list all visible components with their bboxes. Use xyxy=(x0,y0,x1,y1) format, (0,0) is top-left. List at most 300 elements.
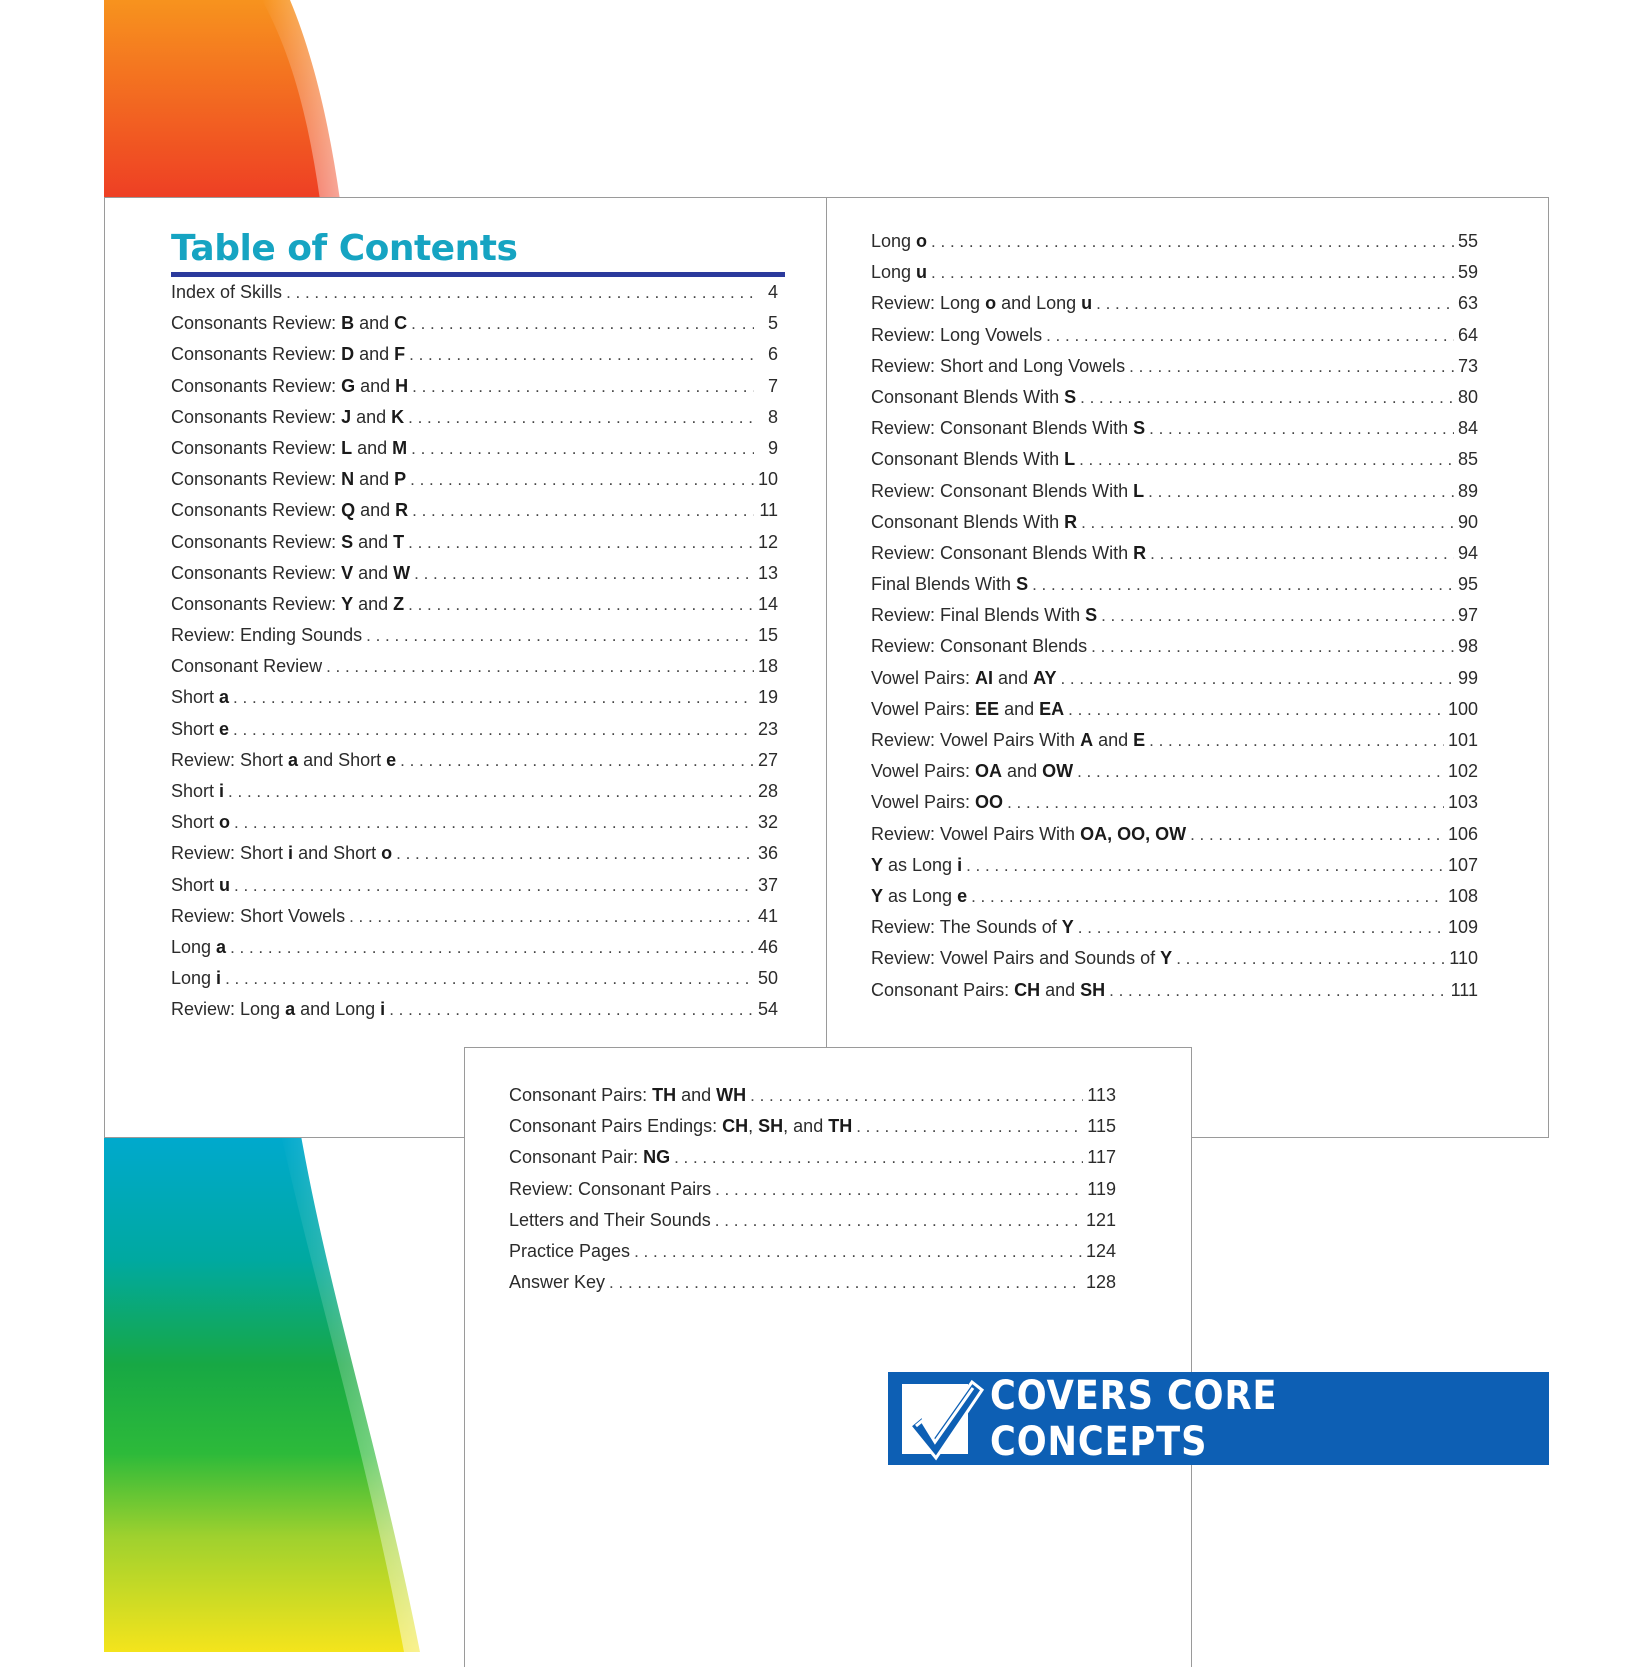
toc-entry-label-bold: R xyxy=(395,500,409,521)
toc-entry-label-text: and xyxy=(1002,761,1043,782)
toc-entry-label-text: Consonants Review: xyxy=(171,469,342,490)
toc-entry-label-bold: o xyxy=(381,843,393,864)
toc-dot-leader xyxy=(674,1148,1083,1168)
toc-entry-label-text: and xyxy=(354,313,395,334)
toc-dot-leader xyxy=(409,345,754,365)
toc-entry-label-text: Review: The Sounds of xyxy=(871,917,1062,938)
toc-entry-label-bold: S xyxy=(341,531,354,552)
toc-entry-page-number: 7 xyxy=(767,375,778,396)
toc-entry-page-number: 73 xyxy=(1457,355,1478,376)
toc-entry-label xyxy=(171,313,407,334)
toc-entry xyxy=(171,906,778,937)
toc-entry-page-number: 11 xyxy=(759,500,778,521)
toc-entry-label-bold: u xyxy=(916,262,928,283)
toc-entry-label-bold: i xyxy=(219,781,225,801)
toc-entry xyxy=(871,855,1478,886)
toc-entry xyxy=(871,636,1478,667)
toc-entry-label-text: Review: Short and Long Vowels xyxy=(871,355,1126,376)
toc-entry-page-number: 99 xyxy=(1457,667,1478,688)
toc-entry-label-bold: AY xyxy=(1033,667,1057,688)
toc-entry-label-bold: D xyxy=(341,344,355,365)
toc-dot-leader xyxy=(1007,793,1444,813)
toc-entry-label xyxy=(871,387,1076,408)
toc-entry-label-bold: a xyxy=(216,936,227,957)
toc-entry-label-text: Vowel Pairs: xyxy=(871,761,976,782)
toc-entry xyxy=(509,1147,1116,1178)
toc-entry xyxy=(871,792,1478,823)
toc-entry-label-bold: T xyxy=(393,531,405,552)
toc-entry-label-text: Review: Final Blends With xyxy=(871,605,1086,626)
toc-entry-page-number: 124 xyxy=(1085,1240,1116,1261)
toc-entry-label xyxy=(171,500,408,521)
toc-entry-label-bold: R xyxy=(1133,542,1147,563)
toc-dot-leader xyxy=(1096,294,1454,314)
toc-entry-label-text: and xyxy=(353,562,394,583)
toc-entry-label-text: and xyxy=(351,406,392,427)
toc-entry-label-bold: Y xyxy=(871,854,884,875)
toc-entry xyxy=(171,438,778,469)
toc-entry-page-number: 108 xyxy=(1447,885,1478,906)
toc-entry-label xyxy=(171,999,385,1020)
toc-entry-label xyxy=(171,625,362,646)
toc-entry-label xyxy=(871,855,962,876)
toc-dot-leader xyxy=(412,501,754,521)
toc-dot-leader xyxy=(1077,762,1444,782)
checkmark-box-icon xyxy=(902,1384,968,1454)
toc-entry xyxy=(171,469,778,500)
toc-entry-label-bold: SH xyxy=(1080,979,1106,1000)
toc-entry-label-bold: OA, OO, OW xyxy=(1080,823,1187,844)
bottom-page xyxy=(464,1047,1192,1667)
toc-entry-page-number: 128 xyxy=(1085,1272,1116,1293)
toc-dot-leader xyxy=(408,595,754,615)
toc-dot-leader xyxy=(230,938,754,958)
toc-entry-label xyxy=(509,1116,852,1137)
toc-entry-label-text: Consonants Review: xyxy=(171,375,342,396)
toc-entry-label-text: Review: Short Vowels xyxy=(171,905,346,926)
toc-dot-leader xyxy=(408,533,754,553)
toc-entry-label-bold: E xyxy=(1133,730,1146,750)
toc-entry xyxy=(171,500,778,531)
toc-entry-label xyxy=(171,438,407,459)
toc-dot-leader xyxy=(286,283,754,303)
toc-entry-label xyxy=(171,563,410,584)
toc-entry-label-bold: e xyxy=(219,718,230,739)
toc-entry-label xyxy=(871,512,1077,533)
toc-entry xyxy=(871,387,1478,418)
toc-entry-label xyxy=(171,875,230,896)
toc-entry-label-text: , xyxy=(748,1116,759,1137)
toc-entry-label-text: Vowel Pairs: xyxy=(871,698,976,719)
toc-entry xyxy=(871,668,1478,699)
toc-entry-label-text: Consonant Review xyxy=(171,656,323,677)
toc-entry xyxy=(871,449,1478,480)
toc-entry-label-bold: OA xyxy=(975,761,1003,782)
toc-entry-page-number: 54 xyxy=(757,999,778,1020)
toc-entry xyxy=(871,418,1478,449)
toc-entry-page-number: 55 xyxy=(1457,231,1478,251)
toc-entry-label-bold: K xyxy=(391,406,405,427)
toc-entry-label-text: and xyxy=(355,500,396,521)
toc-entry-label-bold: EA xyxy=(1039,698,1065,719)
toc-entry xyxy=(509,1210,1116,1241)
toc-entry-label xyxy=(871,481,1144,502)
toc-entry-label xyxy=(871,761,1073,782)
toc-entry xyxy=(509,1272,1116,1303)
toc-dot-leader xyxy=(411,439,754,459)
toc-entry-label-bold: o xyxy=(219,812,231,833)
toc-entry-label-bold: AI xyxy=(975,667,994,688)
toc-entry-label-text: and Short xyxy=(298,749,387,770)
toc-entry-label-text: Review: Vowel Pairs and Sounds of xyxy=(871,948,1161,969)
toc-entry xyxy=(509,1179,1116,1210)
toc-entry-page-number: 89 xyxy=(1457,480,1478,501)
toc-entry-page-number: 63 xyxy=(1457,293,1478,314)
toc-entry-label-text: Long xyxy=(871,231,917,251)
toc-entry-label xyxy=(871,293,1092,314)
toc-entry-label-text: Letters and Their Sounds xyxy=(509,1209,711,1230)
toc-list-right xyxy=(871,231,1478,1011)
toc-dot-leader xyxy=(1046,326,1454,346)
toc-entry-label-text: Consonant Pairs: xyxy=(509,1085,653,1105)
toc-entry xyxy=(171,812,778,843)
toc-entry-page-number: 109 xyxy=(1447,917,1478,938)
toc-dot-leader xyxy=(1078,918,1444,938)
toc-entry-label-bold: o xyxy=(985,293,997,314)
toc-entry-label xyxy=(509,1241,630,1262)
toc-dot-leader xyxy=(411,314,754,334)
toc-entry xyxy=(171,750,778,781)
toc-entry-label xyxy=(871,886,967,907)
toc-entry-label-bold: M xyxy=(392,437,408,458)
toc-list-left xyxy=(171,282,778,1031)
toc-entry-label xyxy=(171,594,404,615)
toc-entry-label-text: Review: Consonant Blends With xyxy=(871,480,1134,501)
toc-entry-label-text: and Short xyxy=(293,843,382,864)
toc-entry-page-number: 115 xyxy=(1087,1116,1116,1137)
toc-entry-label-text: Consonants Review: xyxy=(171,437,342,458)
toc-entry xyxy=(871,605,1478,636)
toc-entry-label-bold: Q xyxy=(341,500,356,521)
toc-dot-leader xyxy=(1068,700,1444,720)
toc-entry-label-text: Answer Key xyxy=(509,1272,606,1293)
toc-dot-leader xyxy=(1176,949,1445,969)
toc-entry-label-text: Review: Short xyxy=(171,843,289,864)
toc-entry-label xyxy=(171,532,404,553)
toc-entry-label-text: and xyxy=(352,437,393,458)
toc-entry-page-number: 37 xyxy=(757,874,778,895)
toc-entry-label-text: as Long xyxy=(883,885,958,906)
toc-dot-leader xyxy=(750,1086,1083,1106)
toc-entry-page-number: 4 xyxy=(767,282,778,302)
toc-entry xyxy=(871,293,1478,324)
toc-entry-label-bold: L xyxy=(341,437,353,458)
toc-entry-label-bold: Y xyxy=(871,885,884,906)
toc-dot-leader xyxy=(1149,419,1454,439)
toc-entry-label xyxy=(871,636,1087,657)
toc-dot-leader xyxy=(326,657,754,677)
toc-dot-leader xyxy=(966,856,1444,876)
toc-entry-label xyxy=(171,282,282,303)
toc-entry xyxy=(171,719,778,750)
toc-dot-leader xyxy=(228,782,754,802)
toc-dot-leader xyxy=(1081,513,1454,533)
toc-entry-label-text: Review: Consonant Blends With xyxy=(871,418,1134,439)
toc-entry xyxy=(871,980,1478,1011)
toc-list-bottom xyxy=(509,1085,1116,1303)
toc-entry-label-bold: S xyxy=(1064,386,1077,407)
toc-entry-label xyxy=(171,407,404,428)
toc-entry-label xyxy=(871,262,927,283)
toc-entry-page-number: 27 xyxy=(757,749,778,770)
toc-entry-label xyxy=(871,980,1105,1001)
toc-entry xyxy=(871,356,1478,387)
toc-entry-page-number: 94 xyxy=(1457,542,1478,563)
toc-entry-page-number: 10 xyxy=(757,469,778,490)
toc-dot-leader xyxy=(1060,669,1454,689)
toc-entry-page-number: 15 xyxy=(757,625,778,646)
toc-dot-leader xyxy=(1080,388,1454,408)
toc-entry-label-text: Short xyxy=(171,687,220,708)
toc-entry-label xyxy=(871,792,1003,813)
toc-entry-label xyxy=(509,1179,711,1200)
toc-entry xyxy=(171,968,778,999)
toc-dot-leader xyxy=(234,813,754,833)
toc-entry-label-bold: C xyxy=(394,313,408,334)
toc-entry-label-bold: F xyxy=(394,344,406,365)
toc-entry-label-text: Review: Long Vowels xyxy=(871,324,1043,345)
toc-entry xyxy=(509,1085,1116,1116)
toc-entry-page-number: 100 xyxy=(1447,698,1478,719)
toc-entry-label xyxy=(871,325,1042,346)
toc-dot-leader xyxy=(233,720,754,740)
left-page xyxy=(104,197,827,1138)
toc-entry-label-text: and xyxy=(676,1085,717,1105)
toc-entry-label-bold: Y xyxy=(1061,917,1074,938)
toc-entry xyxy=(871,481,1478,512)
toc-dot-leader xyxy=(931,263,1454,283)
toc-entry xyxy=(871,699,1478,730)
toc-dot-leader xyxy=(234,876,754,896)
toc-entry-label-bold: CH xyxy=(1014,979,1041,1000)
toc-entry-page-number: 97 xyxy=(1457,605,1478,626)
toc-entry-label xyxy=(871,605,1097,626)
toc-entry-page-number: 50 xyxy=(757,968,778,989)
toc-dot-leader xyxy=(971,887,1444,907)
toc-entry-label xyxy=(871,543,1146,564)
toc-entry-label-text: Short xyxy=(171,812,220,833)
toc-entry-label-bold: TH xyxy=(652,1085,677,1105)
toc-entry-label xyxy=(171,968,221,989)
toc-dot-leader xyxy=(349,907,754,927)
toc-entry-label xyxy=(171,937,226,958)
toc-dot-leader xyxy=(715,1180,1083,1200)
toc-entry-page-number: 107 xyxy=(1447,854,1478,875)
toc-entry-page-number: 14 xyxy=(757,593,778,614)
toc-dot-leader xyxy=(1149,731,1444,751)
toc-entry-page-number: 6 xyxy=(767,344,778,365)
toc-entry-label-bold: Z xyxy=(393,593,405,614)
toc-entry-label xyxy=(171,812,230,833)
toc-entry-label-text: and xyxy=(1040,979,1081,1000)
toc-entry xyxy=(871,730,1478,761)
toc-entry-page-number: 18 xyxy=(757,656,778,677)
toc-entry xyxy=(171,875,778,906)
toc-entry xyxy=(171,999,778,1030)
toc-entry-label xyxy=(871,917,1074,938)
toc-entry-label-text: Review: Long xyxy=(171,999,286,1020)
toc-entry-label-text: Consonants Review: xyxy=(171,313,342,334)
toc-entry xyxy=(171,563,778,594)
toc-entry-label xyxy=(171,376,408,397)
title-underline xyxy=(171,272,785,277)
toc-entry-label-text: Review: Vowel Pairs With xyxy=(871,730,1081,750)
toc-entry-label xyxy=(509,1272,605,1293)
toc-entry-label-text: Practice Pages xyxy=(509,1240,631,1261)
toc-entry-label-text: Consonants Review: xyxy=(171,406,342,427)
toc-entry-label-bold: L xyxy=(1064,449,1076,470)
toc-entry-label xyxy=(509,1210,711,1231)
toc-entry-page-number: 32 xyxy=(757,812,778,833)
toc-entry-label-text: Consonants Review: xyxy=(171,500,342,521)
toc-entry-label-bold: S xyxy=(1016,574,1029,595)
toc-entry-label-text: Consonant Blends With xyxy=(871,386,1065,407)
toc-entry-label-text: Review: Consonant Blends xyxy=(871,636,1088,657)
toc-entry-label xyxy=(171,781,224,802)
toc-entry-label-bold: e xyxy=(957,885,968,906)
toc-entry-label-bold: H xyxy=(395,375,409,396)
toc-entry-label-bold: i xyxy=(288,843,294,864)
toc-entry-page-number: 106 xyxy=(1447,823,1478,844)
toc-entry-label-bold: i xyxy=(380,999,386,1020)
toc-entry-label xyxy=(871,418,1145,439)
toc-entry xyxy=(171,407,778,438)
toc-entry-page-number: 98 xyxy=(1457,636,1478,657)
toc-entry-label-text: Index of Skills xyxy=(171,282,283,302)
toc-dot-leader xyxy=(856,1117,1083,1137)
toc-entry-label xyxy=(871,948,1172,969)
toc-entry-label-text: as Long xyxy=(883,854,958,875)
toc-entry-label-text: Short xyxy=(171,874,220,895)
toc-entry-label xyxy=(871,449,1075,470)
toc-entry-page-number: 80 xyxy=(1457,386,1478,407)
toc-dot-leader xyxy=(414,564,754,584)
toc-entry-label-text: Short xyxy=(171,718,220,739)
right-page xyxy=(826,197,1549,1138)
toc-entry-page-number: 8 xyxy=(767,406,778,427)
toc-entry-label-text: Long xyxy=(871,262,917,283)
toc-entry-label-text: and xyxy=(1093,730,1134,750)
toc-entry xyxy=(871,917,1478,948)
toc-dot-leader xyxy=(609,1273,1082,1293)
toc-entry-label-text: and xyxy=(354,344,395,365)
toc-entry-label-bold: S xyxy=(1133,418,1146,439)
toc-entry-label-text: Consonant Pairs: xyxy=(871,979,1015,1000)
toc-entry-label-bold: OW xyxy=(1042,761,1074,782)
toc-entry-label-text: Consonants Review: xyxy=(171,531,342,552)
toc-entry-label-bold: a xyxy=(285,999,296,1020)
toc-entry-label-text: Review: Short xyxy=(171,749,289,770)
toc-entry-label-bold: a xyxy=(219,687,230,708)
toc-dot-leader xyxy=(931,232,1454,252)
toc-entry-page-number: 12 xyxy=(757,531,778,552)
toc-entry xyxy=(171,781,778,812)
toc-entry-page-number: 36 xyxy=(757,843,778,864)
toc-entry-label-text: and Long xyxy=(295,999,381,1020)
toc-entry-label xyxy=(871,699,1064,720)
toc-entry-label-bold: G xyxy=(341,375,356,396)
toc-entry-label-bold: CH xyxy=(722,1116,749,1137)
toc-entry-label-bold: e xyxy=(386,749,397,770)
toc-entry-label-bold: a xyxy=(288,749,299,770)
toc-dot-leader xyxy=(233,688,754,708)
toc-entry xyxy=(871,948,1478,979)
toc-entry-label-text: and xyxy=(993,667,1034,688)
toc-entry xyxy=(171,625,778,656)
toc-entry-label-text: , and xyxy=(783,1116,829,1137)
toc-entry-page-number: 41 xyxy=(757,905,778,926)
toc-entry xyxy=(171,656,778,687)
toc-entry-label xyxy=(171,843,392,864)
toc-entry-label-bold: i xyxy=(957,854,963,875)
toc-dot-leader xyxy=(410,470,754,490)
toc-entry-page-number: 110 xyxy=(1449,948,1478,969)
toc-entry-page-number: 84 xyxy=(1457,418,1478,439)
toc-entry-label-bold: P xyxy=(394,469,407,490)
toc-entry-label xyxy=(171,750,396,771)
toc-dot-leader xyxy=(634,1242,1082,1262)
covers-core-concepts-banner xyxy=(888,1372,1549,1465)
toc-entry-page-number: 103 xyxy=(1447,792,1478,813)
toc-entry-label-bold: SH xyxy=(758,1116,784,1137)
toc-entry-label-text: and xyxy=(353,593,394,614)
toc-entry-label-text: and xyxy=(999,698,1040,719)
toc-entry-page-number: 90 xyxy=(1457,511,1478,532)
toc-entry xyxy=(171,344,778,375)
toc-entry-page-number: 102 xyxy=(1447,761,1478,782)
toc-entry xyxy=(871,886,1478,917)
toc-entry-label-bold: WH xyxy=(716,1085,747,1105)
toc-entry-label-bold: A xyxy=(1080,730,1094,750)
toc-entry-label-bold: B xyxy=(341,313,355,334)
toc-entry-label xyxy=(171,656,322,677)
toc-entry-label xyxy=(171,906,345,927)
toc-entry-label xyxy=(171,469,406,490)
toc-entry-label-text: Long xyxy=(171,936,217,957)
toc-entry xyxy=(871,543,1478,574)
toc-entry-label-bold: i xyxy=(216,968,222,989)
toc-entry xyxy=(509,1241,1116,1272)
toc-entry-page-number: 13 xyxy=(757,562,778,583)
toc-entry-label-text: Review: Consonant Pairs xyxy=(509,1178,712,1199)
toc-entry-label xyxy=(509,1085,746,1106)
toc-entry-label-bold: Y xyxy=(1160,948,1173,969)
toc-dot-leader xyxy=(1129,357,1454,377)
toc-entry-label-text: Review: Ending Sounds xyxy=(171,625,363,646)
toc-entry-page-number: 64 xyxy=(1457,324,1478,345)
toc-entry-label-bold: L xyxy=(1133,480,1145,501)
toc-entry-label-text: and Long xyxy=(996,293,1082,314)
toc-entry-label-text: Consonant Blends With xyxy=(871,511,1065,532)
toc-entry-label-bold: S xyxy=(1085,605,1098,626)
toc-dot-leader xyxy=(1032,575,1454,595)
toc-dot-leader xyxy=(1190,825,1444,845)
toc-entry-label-bold: u xyxy=(219,874,231,895)
toc-entry-label xyxy=(871,574,1028,595)
toc-entry xyxy=(871,824,1478,855)
toc-entry-label xyxy=(171,687,229,708)
toc-entry xyxy=(171,313,778,344)
